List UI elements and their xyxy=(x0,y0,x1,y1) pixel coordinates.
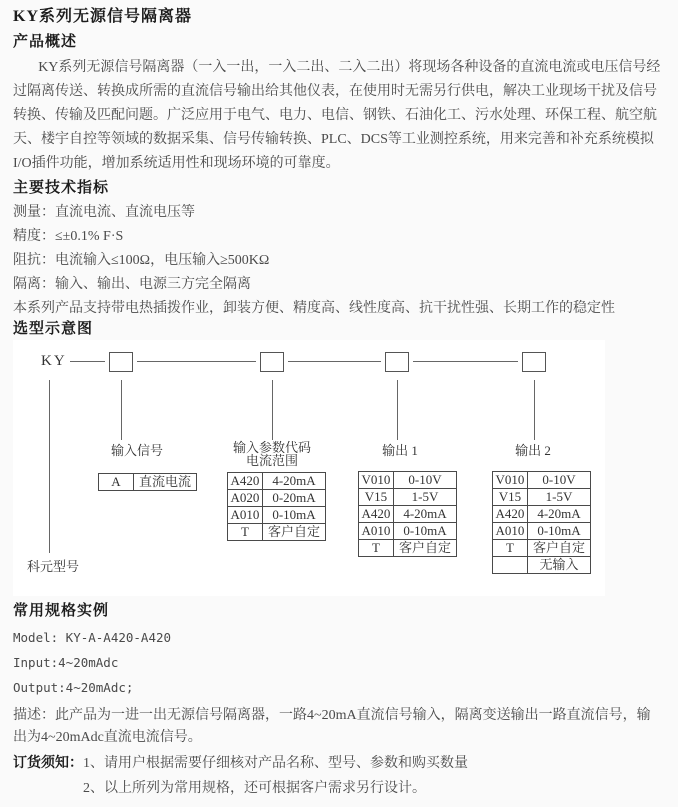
value-cell: 0-10V xyxy=(394,472,457,489)
example-model: Model: KY-A-A420-A420 xyxy=(13,630,172,645)
table-row xyxy=(228,490,326,507)
code-cell: A420 xyxy=(493,506,528,523)
value-cell: 4-20mA xyxy=(528,506,591,523)
base-model-label: 科元型号 xyxy=(27,559,80,574)
section-heading-overview: 产品概述 xyxy=(13,34,78,50)
table-row xyxy=(493,472,591,489)
value-cell: 客户自定 xyxy=(528,540,591,557)
table-row xyxy=(359,472,457,489)
ordering-note-1: 1、请用户根据需要仔细核对产品名称、型号、参数和购买数量 xyxy=(83,756,468,771)
code-cell: V15 xyxy=(493,489,528,506)
table-row xyxy=(99,474,197,491)
value-cell: 0-10mA xyxy=(394,523,457,540)
table-row xyxy=(228,524,326,541)
example-description: 描述：此产品为一进一出无源信号隔离器，一路4~20mA直流信号输入，隔离变送输出一路直流信号，输出为4~20mAdc直流电流信号。 xyxy=(13,708,651,745)
table-row xyxy=(493,489,591,506)
code-cell: A010 xyxy=(228,507,263,524)
label-line: 电流范围 xyxy=(245,453,298,468)
option-box-input-signal xyxy=(109,352,133,372)
value-cell: 0-10mA xyxy=(528,523,591,540)
code-cell: V010 xyxy=(493,472,528,489)
column-label-output2 xyxy=(483,444,583,457)
output1-table xyxy=(358,471,457,557)
leader-line xyxy=(397,380,398,440)
code-cell: A020 xyxy=(228,490,263,507)
ordering-notes-heading: 订货须知： xyxy=(13,756,83,771)
leader-line xyxy=(272,380,273,440)
label-line: 输入参数代码 xyxy=(232,440,311,455)
leader-line xyxy=(121,380,122,440)
value-cell: 4-20mA xyxy=(394,506,457,523)
value-cell: 客户自定 xyxy=(263,524,326,541)
section-heading-specs: 主要技术指标 xyxy=(13,180,110,196)
table-row xyxy=(359,540,457,557)
code-cell: A420 xyxy=(228,473,263,490)
table-row xyxy=(359,506,457,523)
table-row xyxy=(493,557,591,574)
example-input: Input:4~20mAdc xyxy=(13,655,119,670)
option-box-output2 xyxy=(522,352,546,372)
option-box-output1 xyxy=(385,352,409,372)
column-label-input-param xyxy=(222,441,322,467)
table-row xyxy=(228,473,326,490)
table-row xyxy=(359,523,457,540)
code-cell: T xyxy=(359,540,394,557)
code-cell: A xyxy=(99,474,134,491)
connector-line xyxy=(137,361,256,362)
example-output: Output:4~20mAdc; xyxy=(13,680,134,695)
value-cell: 4-20mA xyxy=(263,473,326,490)
label-line: 输入信号 xyxy=(110,443,163,458)
section-heading-example: 常用规格实例 xyxy=(13,603,110,619)
model-prefix-label: KY xyxy=(41,353,67,369)
leader-line-model xyxy=(49,380,50,553)
ordering-notes xyxy=(13,756,664,772)
table-row xyxy=(493,523,591,540)
input-param-table xyxy=(227,472,326,541)
code-cell: T xyxy=(493,540,528,557)
section-heading-selection: 选型示意图 xyxy=(13,321,94,337)
label-line: 输出 1 xyxy=(382,443,418,458)
page-title: KY系列无源信号隔离器 xyxy=(13,8,193,25)
spec-accuracy: 精度：≤±0.1% F·S xyxy=(13,229,124,244)
code-cell: A010 xyxy=(493,523,528,540)
input-signal-table xyxy=(98,473,197,491)
code-cell xyxy=(493,557,528,574)
code-cell: A010 xyxy=(359,523,394,540)
table-row xyxy=(493,540,591,557)
code-cell: V15 xyxy=(359,489,394,506)
connector-line xyxy=(413,361,518,362)
value-cell: 客户自定 xyxy=(394,540,457,557)
overview-paragraph: KY系列无源信号隔离器（一入一出，一入二出、二入二出）将现场各种设备的直流电流或电压信号经过隔离传送、转换成所需的直流信号输出给其他仪表，在使用时无需另行供电，解决工业现场干扰及信号转换、传输及匹配问题。广泛应用于电气、电力、电信、钢铁、石油化工、污水处理、环保工程、航空航天、楼宇自控等领域的数据采集、信号传输转换、PLC、DCS等工业测控系统，用来完善和补充系统模拟I/O插件功能，增加系统适用性和现场环境的可靠度。 xyxy=(13,60,661,171)
label-line: 输出 2 xyxy=(515,443,551,458)
table-row xyxy=(228,507,326,524)
value-cell: 0-10V xyxy=(528,472,591,489)
code-cell: T xyxy=(228,524,263,541)
spec-measure: 测量：直流电流、直流电压等 xyxy=(13,205,195,220)
ordering-note-2: 2、以上所列为常用规格，还可根据客户需求另行设计。 xyxy=(83,781,426,796)
column-label-output1 xyxy=(350,444,450,457)
spec-impedance: 阻抗：电流输入≤100Ω，电压输入≥500KΩ xyxy=(13,253,270,268)
value-cell: 0-10mA xyxy=(263,507,326,524)
column-label-input-signal xyxy=(87,444,187,457)
leader-line xyxy=(534,380,535,440)
code-cell: V010 xyxy=(359,472,394,489)
value-cell: 1-5V xyxy=(528,489,591,506)
spec-features: 本系列产品支持带电热插拨作业，卸装方便、精度高、线性度高、抗干扰性强、长期工作的稳定性 xyxy=(13,301,615,316)
table-row xyxy=(359,489,457,506)
selection-diagram xyxy=(13,340,605,596)
table-row xyxy=(493,506,591,523)
value-cell: 1-5V xyxy=(394,489,457,506)
value-cell: 直流电流 xyxy=(134,474,197,491)
option-box-input-param xyxy=(260,352,284,372)
code-cell: A420 xyxy=(359,506,394,523)
output2-table xyxy=(492,471,591,574)
spec-isolation: 隔离：输入、输出、电源三方完全隔离 xyxy=(13,277,251,292)
connector-line xyxy=(288,361,381,362)
connector-line xyxy=(70,361,105,362)
value-cell: 无输入 xyxy=(528,557,591,574)
value-cell: 0-20mA xyxy=(263,490,326,507)
